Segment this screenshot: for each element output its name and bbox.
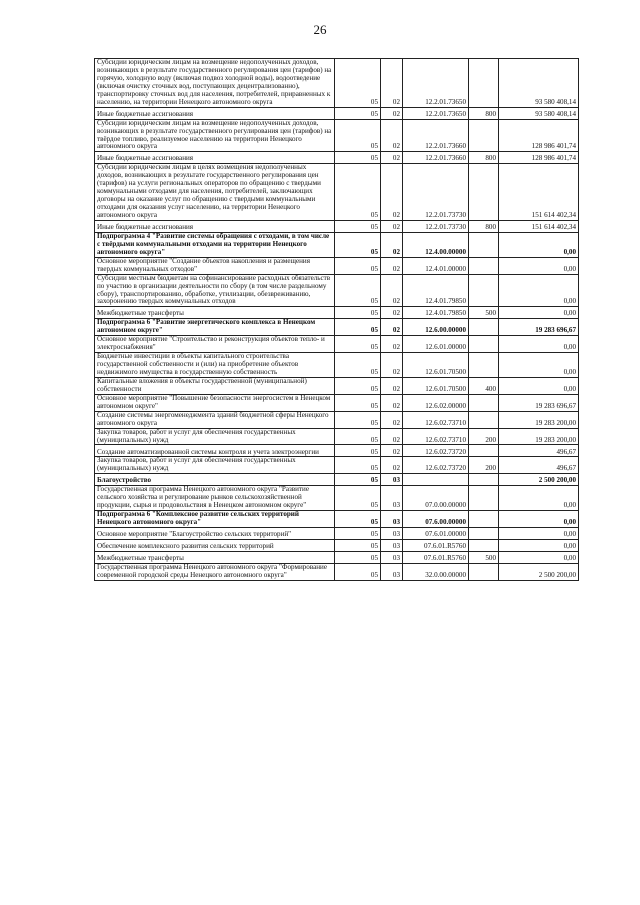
row-amount-cell: 496,67 (499, 445, 579, 457)
table-row (95, 232, 579, 257)
row-subsection-cell: 02 (381, 307, 403, 319)
row-expense-type-cell (469, 336, 499, 353)
page-number: 26 (313, 22, 327, 37)
row-section-cell: 05 (335, 107, 381, 119)
row-amount-cell: 2 500 200,00 (499, 564, 579, 581)
row-section-cell: 05 (335, 274, 381, 307)
row-subsection-cell: 02 (381, 319, 403, 336)
row-name-cell: Субсидии юридическим лицам на возмещение недополученных доходов, возникающих в результате государственного регулирования цен (тарифов) на горячую, холодную воду (включая подвоз холодной воды), водоотведение (включая очистку сточных вод, поступающих децентрализованно), транспортировку сточных вод для населения, потребителей, приравненных к населению, на территории Ненецкого автономного округа (95, 59, 335, 108)
row-name-cell: Межбюджетные трансферты (95, 552, 335, 564)
row-target-code-cell: 12.4.00.00000 (403, 232, 469, 257)
table-row (95, 164, 579, 221)
row-name-cell: Создание системы энергоменеджмента зданий бюджетной сферы Ненецкого автономного округа (95, 411, 335, 428)
row-target-code-cell: 12.6.00.00000 (403, 319, 469, 336)
row-amount-cell: 151 614 402,34 (499, 164, 579, 221)
row-subsection-cell: 02 (381, 152, 403, 164)
row-expense-type-cell (469, 411, 499, 428)
row-section-cell: 05 (335, 59, 381, 108)
row-target-code-cell: 12.2.01.73650 (403, 107, 469, 119)
row-subsection-cell: 02 (381, 457, 403, 474)
row-subsection-cell: 02 (381, 164, 403, 221)
row-subsection-cell: 02 (381, 59, 403, 108)
row-target-code-cell: 12.6.01.00000 (403, 336, 469, 353)
table-row (95, 377, 579, 394)
row-name-cell: Основное мероприятие "Создание объектов накопления и размещения твердых коммунальных отходов" (95, 257, 335, 274)
table-row (95, 274, 579, 307)
row-target-code-cell: 12.2.01.73730 (403, 164, 469, 221)
row-amount-cell: 128 986 401,74 (499, 119, 579, 152)
row-section-cell: 05 (335, 528, 381, 540)
row-subsection-cell: 03 (381, 486, 403, 511)
row-name-cell: Подпрограмма 6 "Комплексное развитие сельских территорий Ненецкого автономного округа" (95, 511, 335, 528)
row-target-code-cell: 12.2.01.73660 (403, 119, 469, 152)
table-row (95, 511, 579, 528)
row-name-cell: Создание автоматизированной системы контроля и учета электроэнергии (95, 445, 335, 457)
row-expense-type-cell (469, 540, 499, 552)
table-row (95, 336, 579, 353)
row-amount-cell: 0,00 (499, 486, 579, 511)
row-name-cell: Закупка товаров, работ и услуг для обеспечения государственных (муниципальных) нужд (95, 428, 335, 445)
row-amount-cell: 19 283 696,67 (499, 394, 579, 411)
row-name-cell: Бюджетные инвестиции в объекты капитального строительства государственной собственности и (или) на приобретение объектов недвижимого имущества в государственную собственность (95, 353, 335, 378)
row-expense-type-cell (469, 164, 499, 221)
row-target-code-cell: 12.6.01.70500 (403, 377, 469, 394)
row-name-cell: Межбюджетные трансферты (95, 307, 335, 319)
row-subsection-cell: 02 (381, 411, 403, 428)
row-target-code-cell: 12.6.01.70500 (403, 353, 469, 378)
row-target-code-cell: 12.6.02.73710 (403, 411, 469, 428)
row-expense-type-cell: 800 (469, 152, 499, 164)
row-subsection-cell: 02 (381, 377, 403, 394)
row-target-code-cell: 12.4.01.00000 (403, 257, 469, 274)
row-name-cell: Основное мероприятие "Повышение безопасности энергосистем в Ненецком автономном округе" (95, 394, 335, 411)
row-subsection-cell: 03 (381, 511, 403, 528)
row-expense-type-cell: 200 (469, 457, 499, 474)
row-section-cell: 05 (335, 511, 381, 528)
row-name-cell: Субсидии местным бюджетам на софинансирование расходных обязательств по участию в организации деятельности по сбору (в том числе раздельному сбору), транспортированию, обработке, утилизации, обезвреживанию, захоронению твердых коммунальных отходов (95, 274, 335, 307)
row-expense-type-cell: 800 (469, 220, 499, 232)
row-section-cell: 05 (335, 428, 381, 445)
row-name-cell: Подпрограмма 6 "Развитие энергетического комплекса в Ненецком автономном округе" (95, 319, 335, 336)
row-section-cell: 05 (335, 411, 381, 428)
row-expense-type-cell (469, 445, 499, 457)
row-section-cell: 05 (335, 394, 381, 411)
row-expense-type-cell (469, 232, 499, 257)
row-name-cell: Государственная программа Ненецкого автономного округа "Развитие сельского хозяйства и регулирование рынков сельскохозяйственной продукции, сырья и продовольствия в Ненецком автономном округе" (95, 486, 335, 511)
row-section-cell: 05 (335, 474, 381, 486)
row-expense-type-cell (469, 511, 499, 528)
row-target-code-cell: 12.6.02.73720 (403, 457, 469, 474)
budget-table (94, 58, 579, 581)
row-expense-type-cell (469, 394, 499, 411)
row-expense-type-cell (469, 564, 499, 581)
row-amount-cell: 0,00 (499, 377, 579, 394)
row-section-cell: 05 (335, 152, 381, 164)
row-name-cell: Субсидии юридическим лицам на возмещение недополученных доходов, возникающих в результате государственного регулирования цен (тарифов) на твёрдое топливо, реализуемое населению на территории Ненецкого автономного округа (95, 119, 335, 152)
row-section-cell: 05 (335, 336, 381, 353)
row-subsection-cell: 02 (381, 445, 403, 457)
table-row (95, 152, 579, 164)
row-section-cell: 05 (335, 486, 381, 511)
row-subsection-cell: 02 (381, 394, 403, 411)
row-name-cell: Субсидии юридическим лицам в целях возмещения недополученных доходов, возникающих в результате государственного регулирования цен (тарифов) на услуги региональных операторов по обращению с твердыми коммунальными отходами для населения, потребителей, заключающих договоры на оказание услуг по обращению с твердыми коммунальными отходами для оказания услуг населению, на территории Ненецкого автономного округа (95, 164, 335, 221)
row-amount-cell: 0,00 (499, 232, 579, 257)
row-amount-cell: 128 986 401,74 (499, 152, 579, 164)
row-subsection-cell: 03 (381, 540, 403, 552)
row-amount-cell: 151 614 402,34 (499, 220, 579, 232)
row-name-cell: Благоустройство (95, 474, 335, 486)
row-section-cell: 05 (335, 220, 381, 232)
row-section-cell: 05 (335, 164, 381, 221)
row-target-code-cell: 12.4.01.79850 (403, 274, 469, 307)
row-target-code-cell: 07.6.00.00000 (403, 511, 469, 528)
row-name-cell: Основное мероприятие "Благоустройство сельских территорий" (95, 528, 335, 540)
row-subsection-cell: 02 (381, 119, 403, 152)
row-amount-cell: 19 283 200,00 (499, 411, 579, 428)
table-row (95, 394, 579, 411)
row-target-code-cell (403, 474, 469, 486)
row-name-cell: Обеспечение комплексного развития сельских территорий (95, 540, 335, 552)
row-expense-type-cell (469, 528, 499, 540)
row-section-cell: 05 (335, 445, 381, 457)
row-amount-cell: 0,00 (499, 307, 579, 319)
table-row (95, 411, 579, 428)
row-target-code-cell: 12.6.02.00000 (403, 394, 469, 411)
row-target-code-cell: 07.6.01.00000 (403, 528, 469, 540)
row-section-cell: 05 (335, 119, 381, 152)
row-name-cell: Иные бюджетные ассигнования (95, 220, 335, 232)
row-target-code-cell: 12.6.02.73710 (403, 428, 469, 445)
row-section-cell: 05 (335, 564, 381, 581)
row-amount-cell: 0,00 (499, 336, 579, 353)
row-amount-cell: 0,00 (499, 353, 579, 378)
row-name-cell: Подпрограмма 4 "Развитие системы обращения с отходами, в том числе с твёрдыми коммунальными отходами на территории Ненецкого автономного округа" (95, 232, 335, 257)
row-amount-cell: 0,00 (499, 274, 579, 307)
row-target-code-cell: 12.2.01.73660 (403, 152, 469, 164)
row-expense-type-cell: 500 (469, 552, 499, 564)
table-row (95, 564, 579, 581)
table-row (95, 457, 579, 474)
row-amount-cell: 93 580 408,14 (499, 107, 579, 119)
row-amount-cell: 0,00 (499, 540, 579, 552)
row-amount-cell: 496,67 (499, 457, 579, 474)
row-subsection-cell: 02 (381, 353, 403, 378)
row-amount-cell: 0,00 (499, 257, 579, 274)
row-target-code-cell: 12.6.02.73720 (403, 445, 469, 457)
row-subsection-cell: 03 (381, 528, 403, 540)
row-subsection-cell: 02 (381, 257, 403, 274)
row-expense-type-cell (469, 59, 499, 108)
row-subsection-cell: 03 (381, 564, 403, 581)
row-amount-cell: 0,00 (499, 511, 579, 528)
table-row (95, 474, 579, 486)
row-subsection-cell: 03 (381, 552, 403, 564)
row-amount-cell: 93 580 408,14 (499, 59, 579, 108)
table-row (95, 319, 579, 336)
table-row (95, 220, 579, 232)
row-expense-type-cell: 400 (469, 377, 499, 394)
row-expense-type-cell: 200 (469, 428, 499, 445)
row-expense-type-cell (469, 486, 499, 511)
table-row (95, 445, 579, 457)
table-row (95, 552, 579, 564)
table-row (95, 486, 579, 511)
row-subsection-cell: 02 (381, 232, 403, 257)
row-name-cell: Иные бюджетные ассигнования (95, 152, 335, 164)
table-row (95, 119, 579, 152)
row-name-cell: Капитальные вложения в объекты государственной (муниципальной) собственности (95, 377, 335, 394)
row-subsection-cell: 02 (381, 336, 403, 353)
budget-table-body (95, 59, 579, 581)
row-subsection-cell: 02 (381, 107, 403, 119)
row-target-code-cell: 32.0.00.00000 (403, 564, 469, 581)
row-name-cell: Государственная программа Ненецкого автономного округа "Формирование современной городской среды Ненецкого автономного округа" (95, 564, 335, 581)
row-section-cell: 05 (335, 540, 381, 552)
row-amount-cell: 0,00 (499, 552, 579, 564)
table-row (95, 528, 579, 540)
row-section-cell: 05 (335, 552, 381, 564)
row-name-cell: Основное мероприятие "Строительство и реконструкция объектов тепло- и электроснабжения" (95, 336, 335, 353)
row-section-cell: 05 (335, 353, 381, 378)
table-row (95, 540, 579, 552)
row-subsection-cell: 03 (381, 474, 403, 486)
row-section-cell: 05 (335, 457, 381, 474)
row-target-code-cell: 07.0.00.00000 (403, 486, 469, 511)
row-amount-cell: 0,00 (499, 528, 579, 540)
row-subsection-cell: 02 (381, 220, 403, 232)
row-expense-type-cell: 500 (469, 307, 499, 319)
row-expense-type-cell (469, 319, 499, 336)
row-amount-cell: 19 283 696,67 (499, 319, 579, 336)
row-target-code-cell: 12.4.01.79850 (403, 307, 469, 319)
row-expense-type-cell (469, 274, 499, 307)
row-expense-type-cell: 800 (469, 107, 499, 119)
row-subsection-cell: 02 (381, 428, 403, 445)
row-amount-cell: 2 500 200,00 (499, 474, 579, 486)
row-expense-type-cell (469, 119, 499, 152)
row-target-code-cell: 12.2.01.73650 (403, 59, 469, 108)
table-row (95, 107, 579, 119)
row-section-cell: 05 (335, 307, 381, 319)
table-row (95, 428, 579, 445)
row-amount-cell: 19 283 200,00 (499, 428, 579, 445)
row-section-cell: 05 (335, 257, 381, 274)
row-section-cell: 05 (335, 377, 381, 394)
row-subsection-cell: 02 (381, 274, 403, 307)
row-expense-type-cell (469, 257, 499, 274)
row-name-cell: Иные бюджетные ассигнования (95, 107, 335, 119)
row-section-cell: 05 (335, 319, 381, 336)
table-row (95, 59, 579, 108)
table-row (95, 257, 579, 274)
row-target-code-cell: 12.2.01.73730 (403, 220, 469, 232)
row-target-code-cell: 07.6.01.R5760 (403, 540, 469, 552)
row-target-code-cell: 07.6.01.R5760 (403, 552, 469, 564)
row-name-cell: Закупка товаров, работ и услуг для обеспечения государственных (муниципальных) нужд (95, 457, 335, 474)
table-row (95, 353, 579, 378)
table-row (95, 307, 579, 319)
row-expense-type-cell (469, 474, 499, 486)
row-expense-type-cell (469, 353, 499, 378)
row-section-cell: 05 (335, 232, 381, 257)
